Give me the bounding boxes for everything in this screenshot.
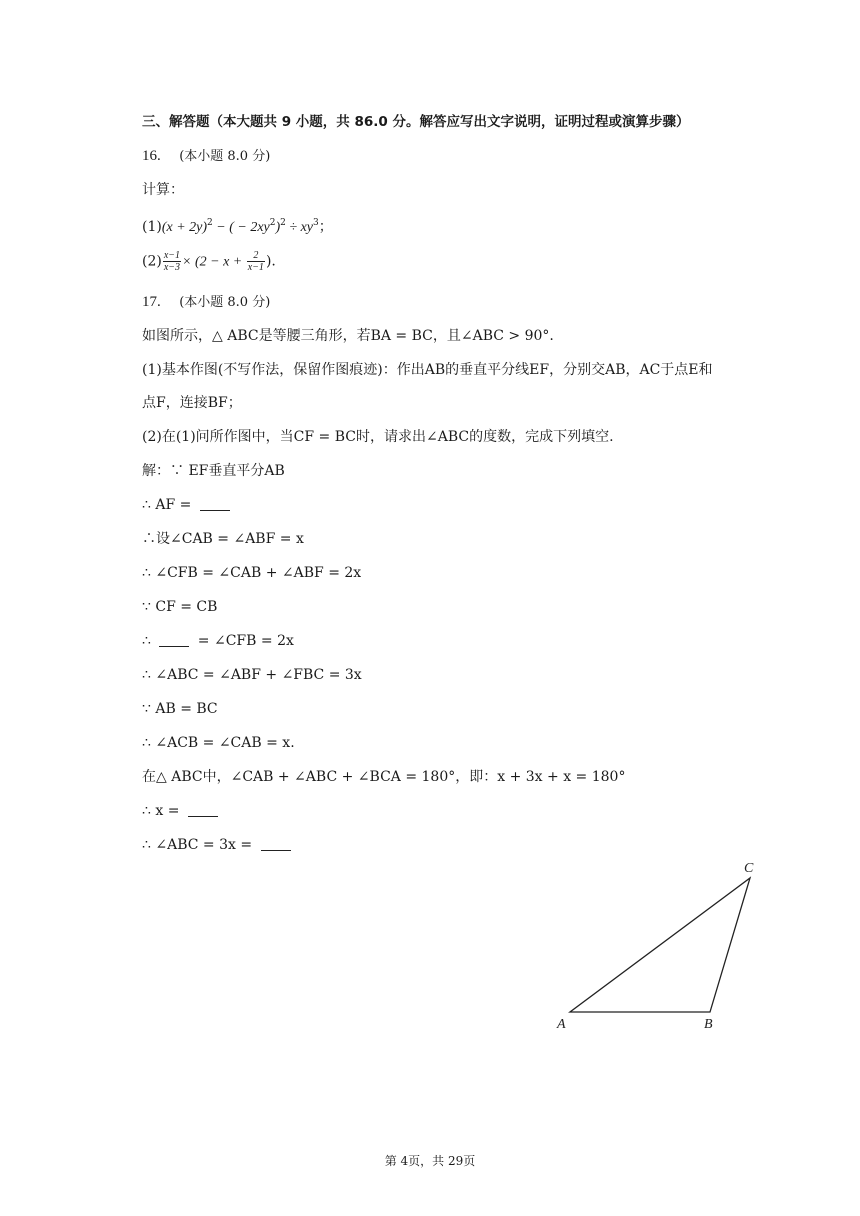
question-16-header — [142, 146, 270, 167]
question-17-intro: 如图所示，△ ABC是等腰三角形，若BA = BC，且∠ABC > 90°. — [142, 328, 554, 344]
solution-step-5: ∵ CF = CB — [142, 599, 218, 615]
solution-step-2 — [142, 495, 234, 515]
solution-step-7: ∴ ∠ABC = ∠ABF + ∠FBC = 3x — [142, 667, 362, 683]
part2-fraction-1 — [163, 250, 181, 273]
answer-blank-3[interactable] — [188, 803, 218, 817]
triangle-abc-figure — [540, 850, 770, 1040]
part1-exp-a: 2 — [207, 218, 213, 228]
part2-end: ). — [265, 253, 276, 270]
part1-exp-b: 2 — [269, 218, 276, 228]
section-header: 三、解答题（本大题共 9 小题，共 86.0 分。解答应写出文字说明，证明过程或演算步骤） — [142, 114, 690, 130]
answer-blank-4[interactable] — [261, 837, 291, 851]
answer-blank-2[interactable] — [159, 633, 189, 647]
part2-mid: × (2 − x + — [182, 254, 246, 270]
part1-end: ； — [318, 219, 333, 235]
step-2-text: ∴ AF = — [142, 497, 196, 513]
step-6-text: ∴ — [142, 633, 156, 649]
question-17-part1-line2: 点F，连接BF； — [142, 395, 242, 411]
question-17-header — [142, 292, 270, 313]
question-17-part2: (2)在(1)问所作图中，当CF = BC时，请求出∠ABC的度数，完成下列填空. — [142, 429, 614, 445]
solution-step-6 — [142, 631, 294, 651]
fraction-2-denominator: x−1 — [247, 262, 264, 273]
question-16-number: 16. — [142, 148, 161, 164]
question-17-part1-line1: (1)基本作图(不写作法，保留作图痕迹)：作出AB的垂直平分线EF，分别交AB，AC于点E和 — [142, 362, 713, 378]
question-16-part1 — [142, 213, 333, 238]
solution-step-3: ∴设∠CAB = ∠ABF = x — [142, 531, 304, 547]
vertex-label-b: B — [704, 1017, 713, 1032]
page-footer: 第 4页，共 29页 — [384, 1154, 476, 1168]
step-11-text: ∴ x = — [142, 803, 184, 819]
question-17-points: (本小题 8.0 分) — [179, 295, 271, 310]
part1-expr-d: ÷ xy — [285, 220, 314, 235]
part1-expr-c: ) — [275, 220, 281, 235]
part1-label: (1) — [142, 219, 162, 235]
solution-step-4: ∴ ∠CFB = ∠CAB + ∠ABF = 2x — [142, 565, 362, 581]
fraction-1-numerator: x−1 — [163, 250, 181, 261]
vertex-label-a: A — [557, 1017, 566, 1032]
solution-step-11 — [142, 801, 222, 821]
part1-exp-d: 3 — [313, 218, 319, 228]
question-16-prompt: 计算： — [142, 182, 184, 198]
solution-step-1: 解：∵ EF垂直平分AB — [142, 463, 285, 479]
solution-step-8: ∵ AB = BC — [142, 701, 218, 717]
question-16-part2 — [142, 250, 276, 273]
part2-fraction-2 — [247, 250, 265, 273]
part1-exp-c: 2 — [280, 218, 286, 228]
vertex-label-c: C — [744, 861, 754, 876]
question-16-points: (本小题 8.0 分) — [179, 149, 271, 164]
step-12-text: ∴ ∠ABC = 3x = — [142, 837, 257, 853]
fraction-1-denominator: x−3 — [163, 262, 181, 273]
part2-label: (2) — [142, 253, 162, 270]
part1-expr-b: − ( − 2xy — [212, 220, 270, 235]
triangle-abc — [570, 878, 750, 1012]
solution-step-10: 在△ ABC中，∠CAB + ∠ABC + ∠BCA = 180°，即：x + 3x + x = 180° — [142, 769, 626, 785]
part1-expr-a: (x + 2y) — [161, 220, 208, 235]
solution-step-9: ∴ ∠ACB = ∠CAB = x. — [142, 735, 295, 751]
answer-blank-1[interactable] — [200, 497, 230, 511]
question-17-number: 17. — [142, 294, 161, 310]
step-6-suffix: = ∠CFB = 2x — [193, 633, 294, 649]
fraction-2-numerator: 2 — [247, 250, 265, 262]
solution-step-12 — [142, 835, 295, 855]
